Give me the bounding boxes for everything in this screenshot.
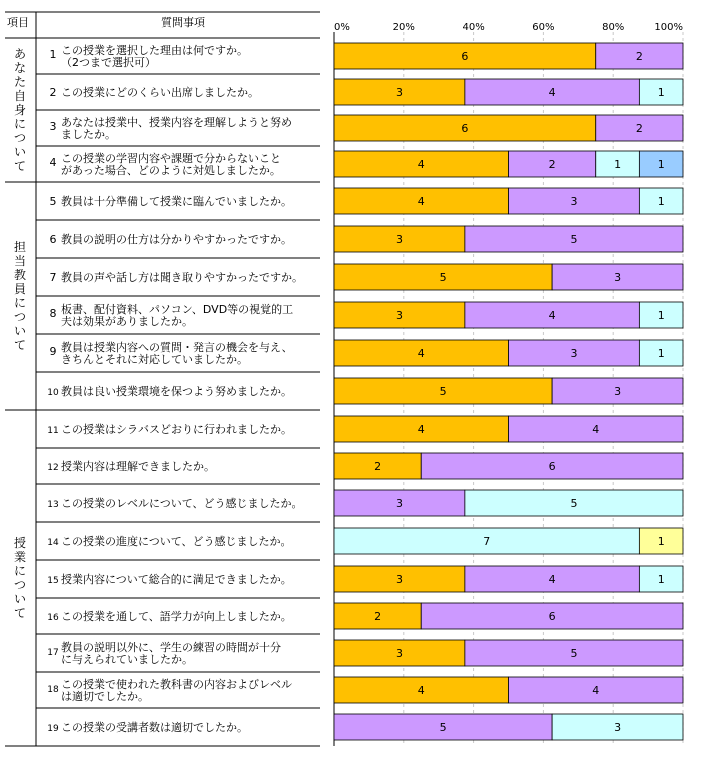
bar-value-label: 5 (439, 721, 447, 734)
question-number: 3 (49, 120, 57, 133)
question-text: 教員は十分準備して授業に臨んでいましたか。 (61, 195, 292, 208)
bar-value-label: 6 (461, 50, 469, 63)
question-number: 18 (47, 685, 59, 695)
bar-value-label: 1 (657, 347, 665, 360)
question-text: この授業の受講者数は適切でしたか。 (61, 721, 248, 734)
bar-value-label: 3 (395, 573, 403, 586)
bar-value-label: 3 (570, 195, 578, 208)
bar-value-label: 3 (614, 271, 622, 284)
question-text: 教員の説明の仕方は分かりやすかったですか。 (61, 233, 292, 246)
section-label: 授業について (13, 536, 27, 621)
bar-value-label: 4 (592, 423, 600, 436)
question-text: この授業を通して、語学力が向上しましたか。 (61, 610, 292, 623)
question-number: 9 (49, 345, 57, 358)
bar-value-label: 1 (614, 158, 622, 171)
bar-value-label: 3 (614, 385, 622, 398)
question-number: 16 (47, 613, 59, 623)
question-text: この授業を選択した理由は何ですか。（2つまで選択可） (61, 44, 248, 69)
bar-value-label: 6 (461, 122, 469, 135)
question-number: 8 (49, 307, 57, 320)
bar-value-label: 6 (548, 460, 556, 473)
bars (334, 43, 683, 740)
bar-value-label: 7 (483, 535, 491, 548)
bar-value-label: 4 (548, 86, 556, 99)
section-label: 担当教員について (13, 240, 27, 353)
header-question: 質問事項 (161, 16, 205, 29)
x-axis-ticks (334, 22, 683, 33)
question-number: 15 (47, 576, 59, 586)
x-tick-label: 100% (654, 22, 683, 33)
x-tick-label: 40% (462, 22, 485, 33)
bar-value-label: 2 (374, 460, 382, 473)
bar-value-label: 5 (570, 497, 578, 510)
question-number: 5 (49, 195, 57, 208)
bar-value-label: 5 (439, 385, 447, 398)
question-number: 12 (47, 463, 59, 473)
question-text: この授業で使われた教科書の内容およびレベルは適切でしたか。 (61, 678, 292, 703)
bar-value-label: 5 (439, 271, 447, 284)
question-text: 授業内容について総合的に満足できましたか。 (61, 573, 292, 586)
header-category: 項目 (7, 16, 29, 29)
bar-value-label: 3 (395, 309, 403, 322)
question-number: 2 (49, 86, 57, 99)
bar-value-label: 4 (417, 684, 425, 697)
x-tick-label: 20% (392, 22, 415, 33)
bar-value-label: 3 (614, 721, 622, 734)
question-text: この授業の学習内容や課題で分からないことがあった場合、どのように対処しましたか。 (61, 152, 281, 177)
bar-value-label: 3 (395, 233, 403, 246)
question-text: この授業の進度について、どう感じましたか。 (61, 535, 292, 548)
bar-value-label: 4 (548, 573, 556, 586)
bar-value-label: 3 (395, 647, 403, 660)
bar-value-label: 4 (417, 195, 425, 208)
bar-value-label: 1 (657, 535, 665, 548)
question-text: この授業にどのくらい出席しましたか。 (61, 86, 259, 99)
question-table (5, 12, 320, 746)
question-number: 10 (47, 388, 59, 398)
bar-value-label: 4 (548, 309, 556, 322)
x-tick-label: 60% (532, 22, 555, 33)
question-text: 授業内容は理解できましたか。 (61, 460, 215, 473)
section-label: あなた自身について (13, 47, 27, 174)
bar-value-label: 3 (395, 497, 403, 510)
bar-value-label: 2 (374, 610, 382, 623)
question-number: 6 (49, 233, 57, 246)
bar-value-label: 1 (657, 309, 665, 322)
question-number: 1 (49, 48, 57, 61)
question-number: 14 (47, 538, 59, 548)
bar-value-label: 2 (548, 158, 556, 171)
x-tick-label: 80% (602, 22, 625, 33)
bar-value-label: 4 (417, 158, 425, 171)
question-text: この授業のレベルについて、どう感じましたか。 (61, 497, 303, 510)
question-number: 4 (49, 156, 57, 169)
bar-value-label: 4 (417, 347, 425, 360)
bar-value-label: 2 (635, 50, 643, 63)
question-text: 教員の声や話し方は聞き取りやすかったですか。 (61, 271, 303, 284)
question-text: 板書、配付資料、パソコン、DVD等の視覚的工夫は効果がありましたか。 (61, 303, 294, 328)
question-text: あなたは授業中、授業内容を理解しようと努めましたか。 (61, 116, 292, 141)
question-number: 7 (49, 271, 57, 284)
question-number: 13 (47, 500, 59, 510)
bar-value-label: 3 (570, 347, 578, 360)
bar-value-label: 5 (570, 233, 578, 246)
bar-value-label: 1 (657, 195, 665, 208)
question-number: 19 (47, 724, 59, 734)
bar-value-label: 3 (395, 86, 403, 99)
bar-value-label: 5 (570, 647, 578, 660)
question-text: 教員は授業内容への質問・発言の機会を与え、きちんとそれに対応していましたか。 (61, 341, 293, 366)
bar-value-label: 4 (592, 684, 600, 697)
bar-value-label: 1 (657, 158, 665, 171)
x-tick-label: 0% (334, 22, 350, 33)
question-text: 教員の説明以外に、学生の練習の時間が十分に与えられていましたか。 (61, 641, 281, 666)
bar-value-label: 4 (417, 423, 425, 436)
question-text: 教員は良い授業環境を保つよう努めましたか。 (61, 385, 292, 398)
bar-value-label: 1 (657, 573, 665, 586)
bar-value-label: 1 (657, 86, 665, 99)
bar-value-label: 2 (635, 122, 643, 135)
question-number: 17 (47, 648, 59, 658)
bar-value-label: 6 (548, 610, 556, 623)
question-text: この授業はシラバスどおりに行われましたか。 (61, 423, 292, 436)
question-number: 11 (47, 426, 59, 436)
